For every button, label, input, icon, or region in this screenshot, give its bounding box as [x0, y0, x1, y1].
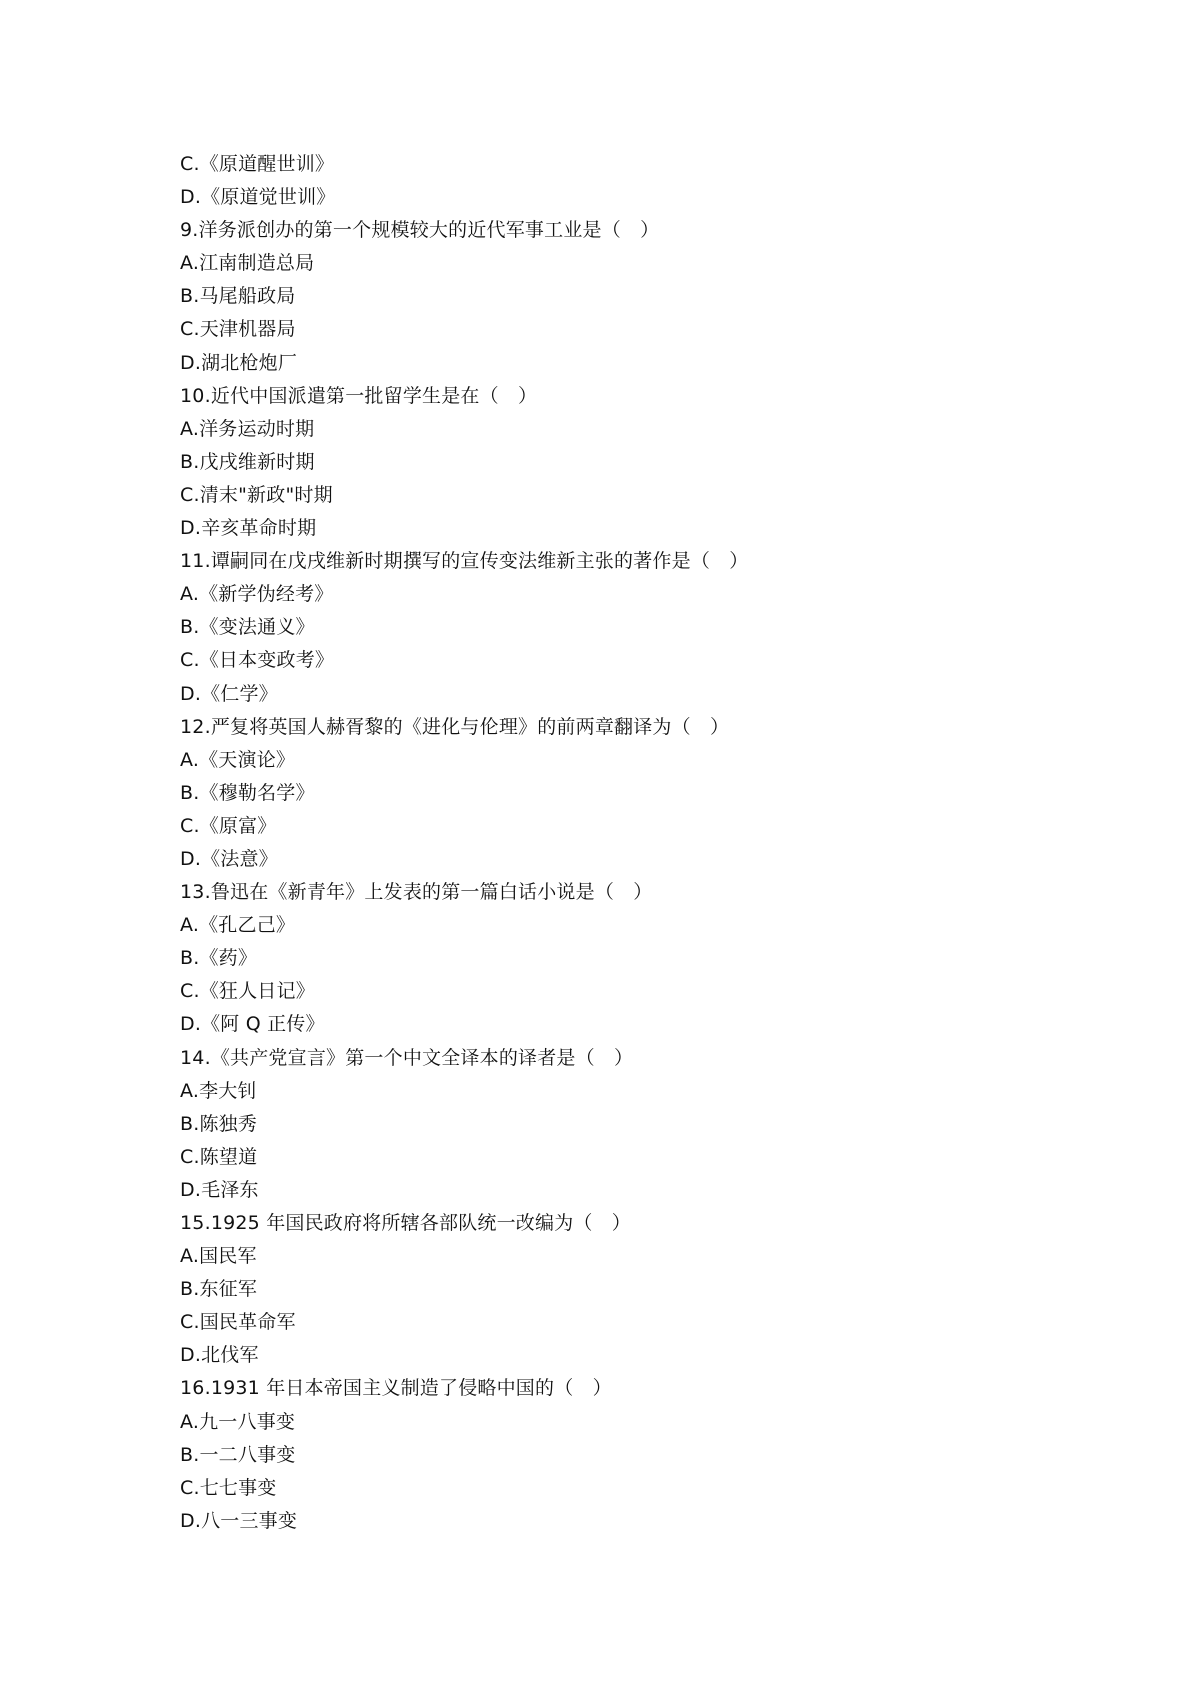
- option-c-q13: C.《狂人日记》: [180, 980, 315, 1003]
- option-d-q14: D.毛泽东: [180, 1178, 259, 1201]
- option-a-q10: A.洋务运动时期: [180, 417, 315, 440]
- option-a-q9: A.江南制造总局: [180, 252, 315, 275]
- option-a-q14: A.李大钊: [180, 1079, 257, 1102]
- option-b-q13: B.《药》: [180, 947, 258, 970]
- option-c-q8: C.《原道醒世训》: [180, 153, 335, 175]
- option-d-q11: D.《仁学》: [180, 682, 278, 705]
- question-11: 11.谭嗣同在戊戌维新时期撰写的宣传变法维新主张的著作是（ ）: [180, 550, 749, 573]
- question-10: 10.近代中国派遣第一批留学生是在（ ）: [180, 384, 538, 407]
- option-c-q16: C.七七事变: [180, 1476, 277, 1499]
- question-15: 15.1925 年国民政府将所辖各部队统一改编为（ ）: [180, 1212, 632, 1234]
- option-c-q12: C.《原富》: [180, 814, 277, 837]
- question-13: 13.鲁迅在《新青年》上发表的第一篇白话小说是（ ）: [180, 881, 653, 904]
- question-list: [180, 148, 1080, 1538]
- option-b-q12: B.《穆勒名学》: [180, 781, 315, 804]
- option-c-q10: C.清末"新政"时期: [180, 483, 333, 506]
- option-c-q9: C.天津机器局: [180, 318, 296, 341]
- option-d-q8: D.《原道觉世训》: [180, 186, 336, 209]
- option-b-q9: B.马尾船政局: [180, 285, 296, 308]
- option-d-q13: D.《阿 Q 正传》: [180, 1013, 325, 1036]
- option-a-q11: A.《新学伪经考》: [180, 583, 334, 606]
- option-d-q10: D.辛亥革命时期: [180, 517, 317, 540]
- option-d-q9: D.湖北枪炮厂: [180, 351, 298, 374]
- option-c-q14: C.陈望道: [180, 1145, 258, 1168]
- option-a-q15: A.国民军: [180, 1245, 257, 1268]
- option-b-q15: B.东征军: [180, 1278, 258, 1301]
- option-b-q11: B.《变法通义》: [180, 616, 315, 639]
- question-14: 14.《共产党宣言》第一个中文全译本的译者是（ ）: [180, 1046, 634, 1069]
- option-a-q13: A.《孔乙己》: [180, 914, 296, 937]
- question-16: 16.1931 年日本帝国主义制造了侵略中国的（ ）: [180, 1377, 612, 1400]
- option-d-q12: D.《法意》: [180, 847, 278, 870]
- option-b-q16: B.一二八事变: [180, 1443, 296, 1466]
- option-c-q15: C.国民革命军: [180, 1311, 296, 1334]
- option-d-q16: D.八一三事变: [180, 1509, 298, 1532]
- option-a-q16: A.九一八事变: [180, 1410, 296, 1433]
- option-a-q12: A.《天演论》: [180, 748, 296, 771]
- option-c-q11: C.《日本变政考》: [180, 649, 335, 672]
- option-b-q10: B.戊戌维新时期: [180, 450, 315, 473]
- option-b-q14: B.陈独秀: [180, 1112, 258, 1135]
- question-9: 9.洋务派创办的第一个规模较大的近代军事工业是（ ）: [180, 219, 660, 242]
- option-d-q15: D.北伐军: [180, 1344, 259, 1367]
- question-12: 12.严复将英国人赫胥黎的《进化与伦理》的前两章翻译为（ ）: [180, 715, 730, 738]
